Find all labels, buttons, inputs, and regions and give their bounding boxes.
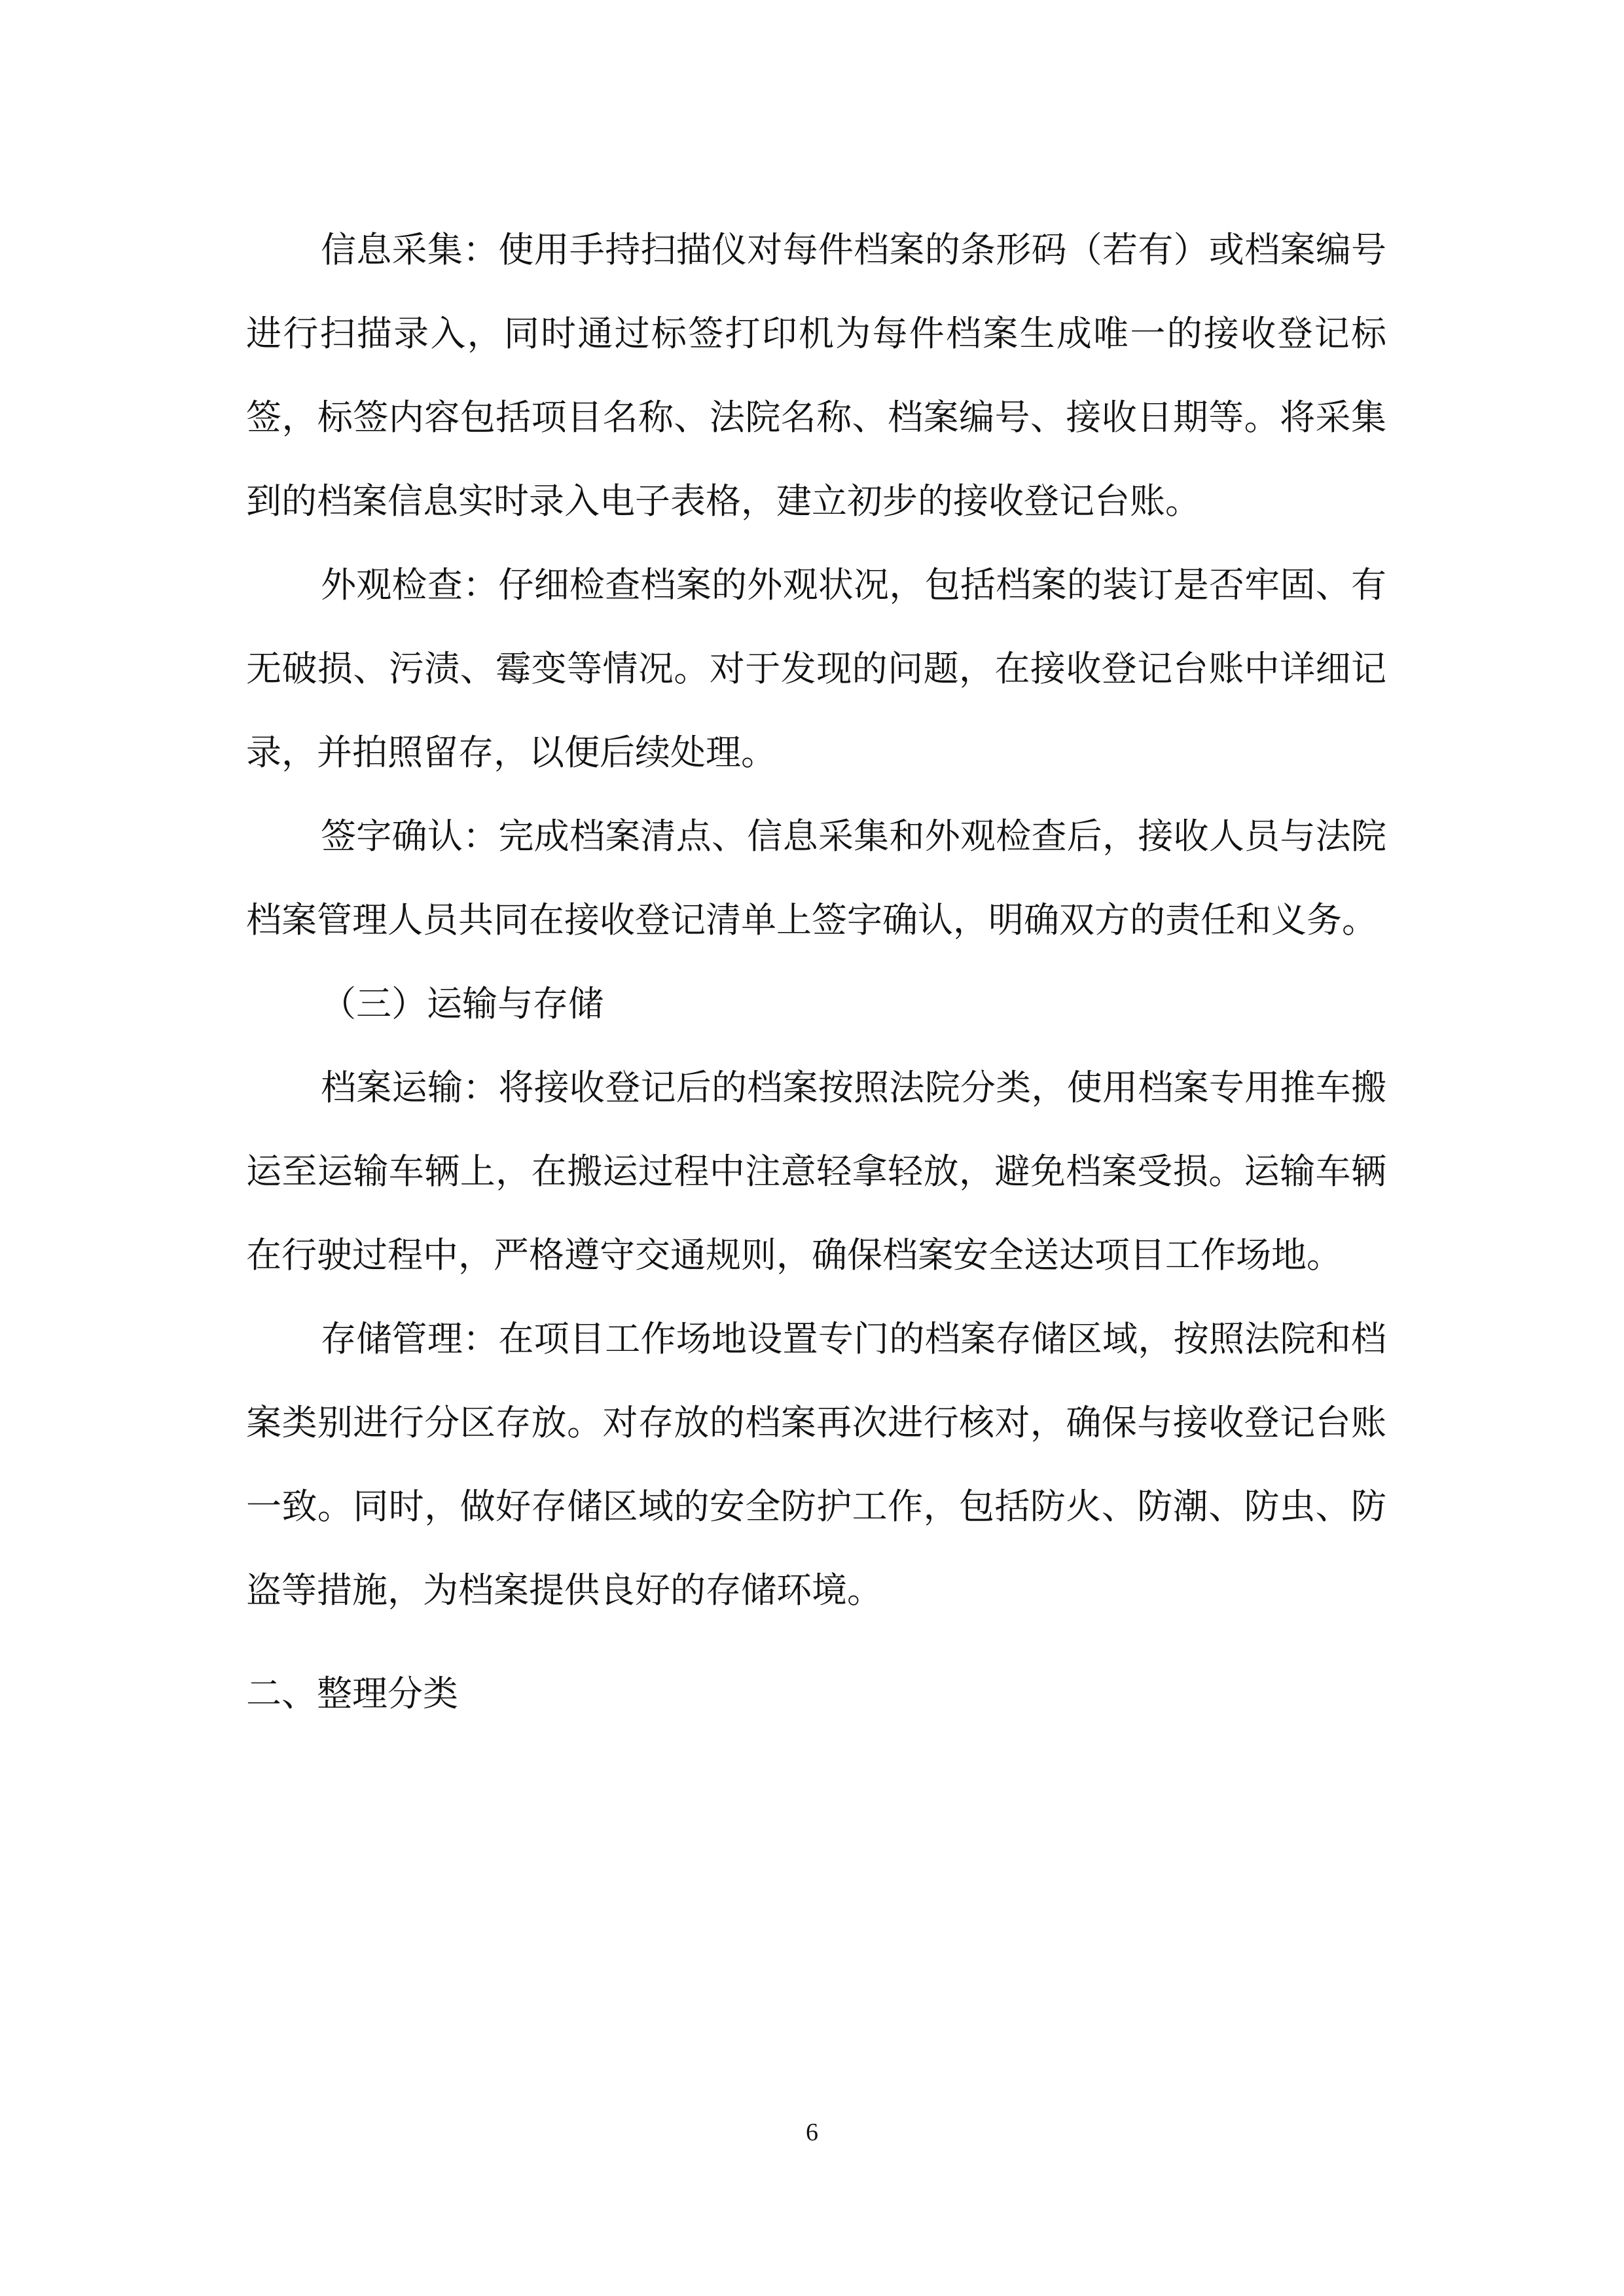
paragraph-archive-transport: 档案运输：将接收登记后的档案按照法院分类，使用档案专用推车搬运至运输车辆上，在搬运过程中注意轻拿轻放，避免档案受损。运输车辆在行驶过程中，严格遵守交通规则，确保档案安全送达项目工作场地。 — [246, 1067, 1386, 1276]
paragraph-info-collection: 信息采集：使用手持扫描仪对每件档案的条形码（若有）或档案编号进行扫描录入，同时通过标签打印机为每件档案生成唯一的接收登记标签，标签内容包括项目名称、法院名称、档案编号、接收日期等。将采集到的档案信息实时录入电子表格，建立初步的接收登记台账。 — [246, 229, 1386, 522]
page-body — [246, 208, 1386, 1736]
paragraph-appearance-check: 外观检查：仔细检查档案的外观状况，包括档案的装订是否牢固、有无破损、污渍、霉变等情况。对于发现的问题，在接收登记台账中详细记录，并拍照留存，以便后续处理。 — [246, 564, 1386, 773]
paragraph-storage-management: 存储管理：在项目工作场地设置专门的档案存储区域，按照法院和档案类别进行分区存放。对存放的档案再次进行核对，确保与接收登记台账一致。同时，做好存储区域的安全防护工作，包括防火、防潮、防虫、防盗等措施，为档案提供良好的存储环境。 — [246, 1318, 1386, 1611]
page-number: 6 — [806, 2119, 818, 2146]
section-heading-sorting: 二、整理分类 — [246, 1673, 458, 1714]
paragraph-signature-confirmation: 签字确认：完成档案清点、信息采集和外观检查后，接收人员与法院档案管理人员共同在接收登记清单上签字确认，明确双方的责任和义务。 — [246, 816, 1386, 941]
subheading-transport-storage: （三）运输与存储 — [321, 983, 604, 1024]
